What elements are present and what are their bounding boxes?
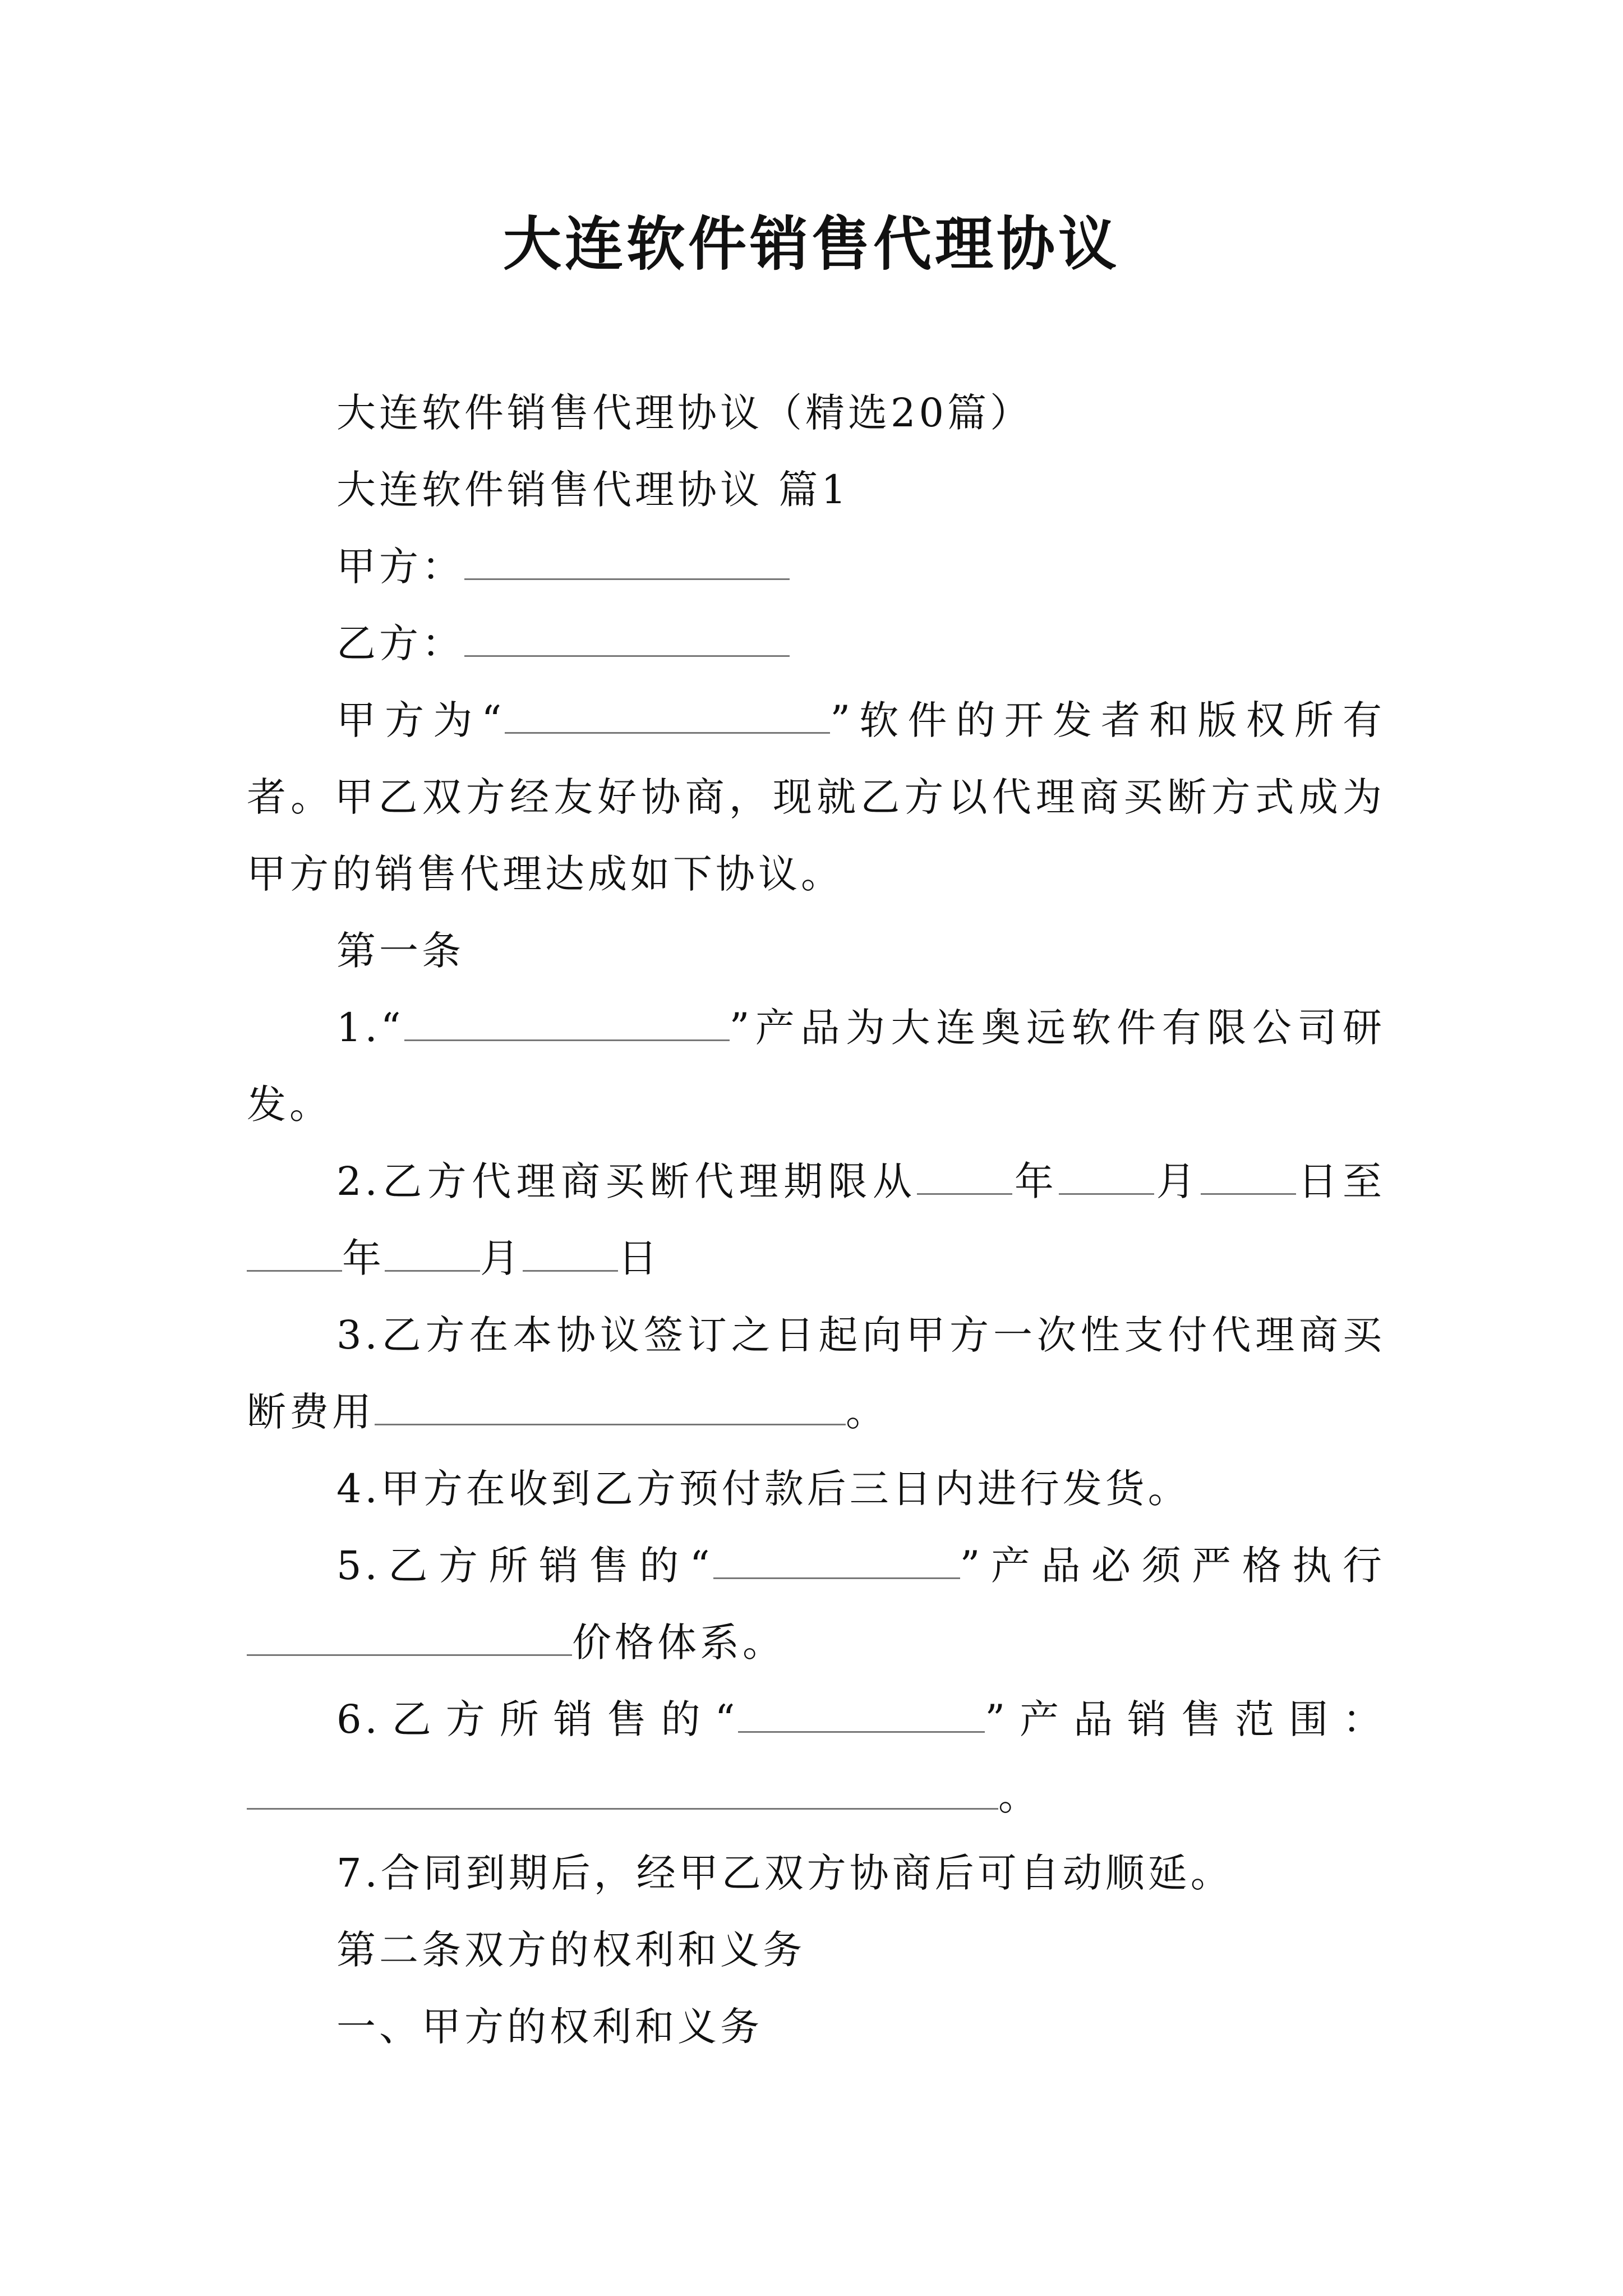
sales-scope-blank — [247, 1773, 998, 1810]
clause-5-prefix: 5.乙方所销售的“ — [336, 1543, 713, 1589]
clause-4: 4.甲方在收到乙方预付款后三日内进行发货。 — [336, 1466, 1191, 1512]
start-day-label: 日至 — [1296, 1158, 1386, 1204]
intro-suffix: ”软件的开发者和版权所有者。甲乙双方经友好协商，现就乙方以代理商买断方式成为甲方的销售代理达成如下协议。 — [247, 697, 1385, 897]
intro-paragraph — [247, 682, 1385, 913]
end-month-blank — [385, 1235, 480, 1272]
intro-prefix: 甲方为“ — [336, 697, 505, 743]
clause-6-prefix: 6.乙方所销售的“ — [336, 1696, 739, 1742]
start-year-label: 年 — [1012, 1158, 1059, 1204]
clause-3-prefix: 3.乙方在本协议签订之日起向甲方一次性支付代理商买断费用 — [247, 1312, 1385, 1435]
product-name-blank — [404, 1005, 730, 1041]
buyout-fee-blank — [375, 1389, 846, 1425]
clause-6-suffix: 。 — [998, 1773, 1041, 1819]
party-b-blank — [464, 620, 790, 657]
start-day-blank — [1201, 1158, 1296, 1195]
document-subtitle: 大连软件销售代理协议（精选20篇） — [336, 390, 1033, 436]
clause-1-suffix: ”产品为大连奥远软件有限公司研发。 — [247, 1005, 1385, 1128]
clause-5-product-blank — [713, 1543, 960, 1579]
party-b-line — [247, 605, 1385, 682]
end-day-blank — [523, 1235, 618, 1272]
end-year-label: 年 — [342, 1235, 385, 1281]
end-month-label: 月 — [480, 1235, 523, 1281]
clause-1-prefix: 1.“ — [336, 1005, 404, 1051]
end-day-label: 日 — [618, 1235, 661, 1281]
clause-5-middle: ”产品必须严格执行 — [960, 1543, 1385, 1589]
start-year-blank — [917, 1158, 1012, 1195]
document-title: 大连软件销售代理协议 — [502, 210, 1120, 278]
end-year-blank — [247, 1235, 342, 1272]
clause-6-product-blank — [738, 1696, 985, 1733]
section-1-heading: 一、甲方的权利和义务 — [336, 2004, 763, 2050]
document-body — [247, 375, 1385, 2065]
price-system-blank — [247, 1619, 572, 1656]
clause-3 — [247, 1297, 1385, 1451]
party-a-label: 甲方： — [336, 544, 464, 590]
clause-7: 7.合同到期后，经甲乙双方协商后可自动顺延。 — [336, 1850, 1233, 1896]
clause-6 — [247, 1681, 1385, 1835]
article-2-heading: 第二条双方的权利和义务 — [336, 1927, 805, 1973]
start-month-blank — [1059, 1158, 1154, 1195]
software-name-blank — [505, 697, 830, 734]
party-a-blank — [464, 544, 790, 580]
section-heading: 大连软件销售代理协议 篇1 — [336, 467, 850, 513]
article-1-heading: 第一条 — [336, 928, 464, 974]
clause-3-suffix: 。 — [846, 1389, 888, 1435]
start-month-label: 月 — [1154, 1158, 1201, 1204]
clause-5 — [247, 1527, 1385, 1681]
clause-6-middle: ”产品销售范围： — [985, 1696, 1385, 1742]
party-b-label: 乙方： — [336, 620, 464, 666]
clause-2 — [247, 1143, 1385, 1297]
clause-5-suffix: 价格体系。 — [572, 1619, 785, 1665]
party-a-line — [247, 528, 1385, 605]
clause-1 — [247, 990, 1385, 1143]
clause-2-prefix: 2.乙方代理商买断代理期限从 — [336, 1158, 917, 1204]
